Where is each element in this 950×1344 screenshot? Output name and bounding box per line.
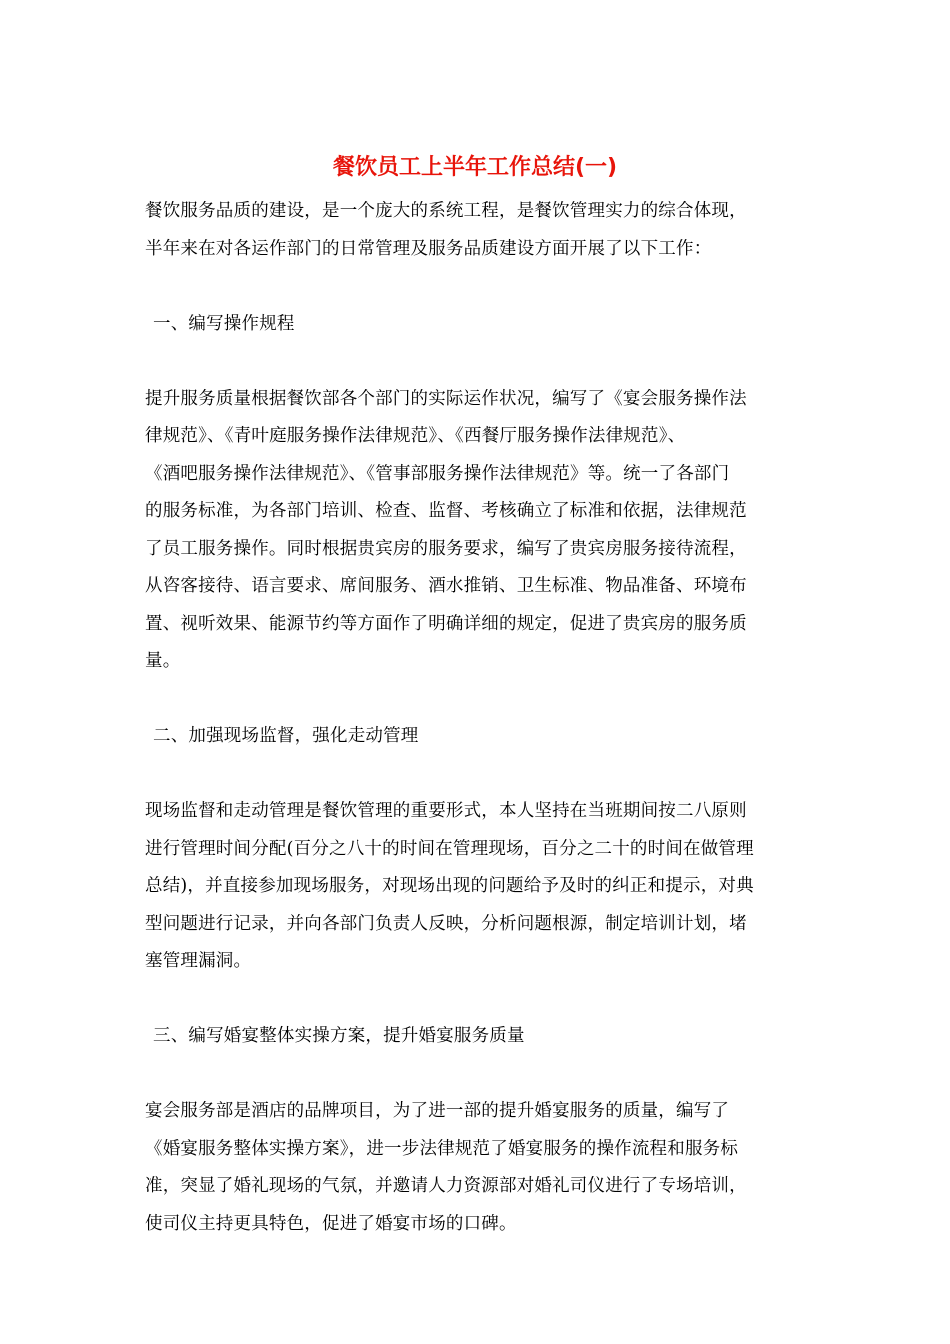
intro-paragraph: 餐饮服务品质的建设，是一个庞大的系统工程，是餐饮管理实力的综合体现， 半年来在对各运作部门的日常管理及服务品质建设方面开展了以下工作： <box>145 201 747 259</box>
section-body-2: 现场监督和走动管理是餐饮管理的重要形式，本人坚持在当班期间按二八原则 进行管理时间分配(百分之八十的时间在管理现场，百分之二十的时间在做管理 总结)，并直接参加现场服务，对现场出现的问题给予及时的纠正和提示，对典 型问题进行记录，并向各部门负责人反映，分析问题根源，制定培训计划，堵 塞管理漏洞。 <box>145 801 754 971</box>
section-heading-3: 三、编写婚宴整体实操方案，提升婚宴服务质量 <box>153 1026 525 1046</box>
section-body-3: 宴会服务部是酒店的品牌项目，为了进一部的提升婚宴服务的质量，编写了 《婚宴服务整体实操方案》，进一步法律规范了婚宴服务的操作流程和服务标 准，突显了婚礼现场的气氛，并邀请人力资源部对婚礼司仪进行了专场培训， 使司仪主持更具特色，促进了婚宴市场的口碑。 <box>145 1101 747 1234</box>
paragraph-spacer <box>145 681 810 719</box>
section-heading-1: 一、编写操作规程 <box>153 313 295 334</box>
document-title: 餐饮员工上半年工作总结(一) <box>332 155 618 180</box>
document-body <box>145 193 810 1243</box>
paragraph-spacer <box>145 1056 810 1094</box>
paragraph-spacer <box>145 756 810 794</box>
section-body-1: 提升服务质量根据餐饮部各个部门的实际运作状况，编写了《宴会服务操作法 律规范》、《青叶庭服务操作法律规范》、《西餐厅服务操作法律规范》、 《酒吧服务操作法律规范》、《管事部服务操作法律规范》等。统一了各部门 的服务标准，为各部门培训、检查、监督、考核确立了标准和依据，法律规范 了员工服务操作。同时根据贵宾房的服务要求，编写了贵宾房服务接待流程， 从咨客接待、语言要求、席间服务、酒水推销、卫生标准、物品准备、环境布 置、视听效果、能源节约等方面作了明确详细的规定，促进了贵宾房的服务质 量。 <box>145 388 747 671</box>
paragraph-spacer <box>145 268 810 306</box>
paragraph-spacer <box>145 981 810 1019</box>
paragraph-spacer <box>145 343 810 381</box>
section-heading-2: 二、加强现场监督，强化走动管理 <box>153 726 419 746</box>
